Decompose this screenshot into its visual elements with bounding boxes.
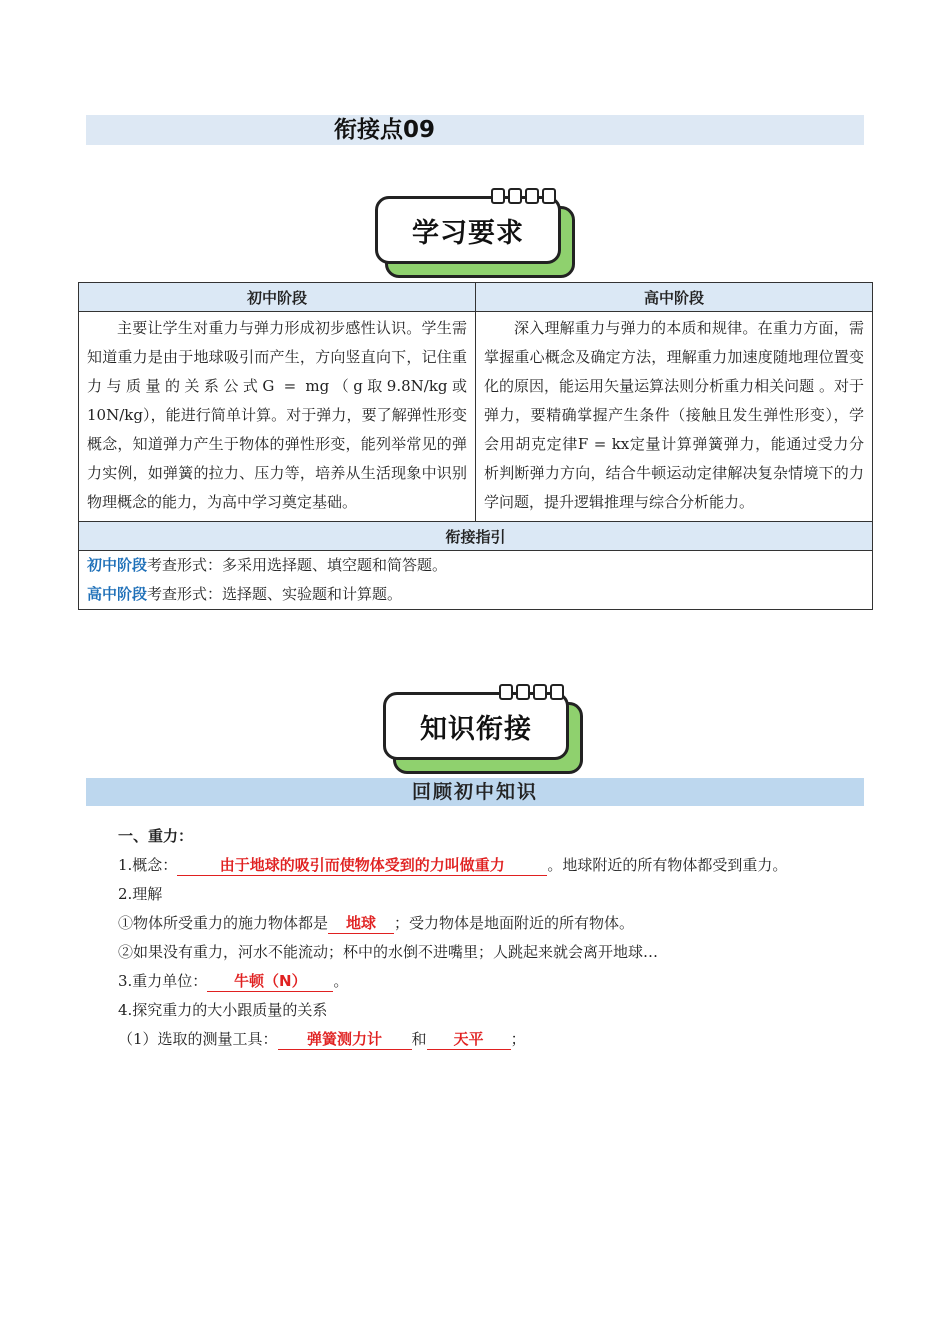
guide-cell [79, 551, 873, 610]
content-line-6: 4.探究重力的大小跟质量的关系 [118, 1001, 328, 1019]
content-line-3: ①物体所受重力的施力物体都是 地球 ；受力物体是地面附近的所有物体。 [118, 914, 635, 932]
content-line-7: （1）选取的测量工具： 弹簧测力计 和 天平 ； [118, 1030, 526, 1048]
title-bar [86, 115, 864, 145]
col-header-junior: 初中阶段 [79, 283, 476, 312]
guide-senior-line: 高中阶段考查形式：选择题、实验题和计算题。 [87, 585, 403, 603]
badge-label: 知识衔接 [420, 713, 532, 745]
badge-label: 学习要求 [412, 217, 524, 249]
badge-face [383, 692, 569, 760]
answer-blank: 由于地球的吸引而使物体受到的力叫做重力 [177, 855, 547, 876]
content-line-5: 3.重力单位： 牛顿（N） 。 [118, 972, 349, 990]
col-header-senior: 高中阶段 [476, 283, 873, 312]
senior-requirements-cell: 深入理解重力与弹力的本质和规律。在重力方面，需掌握重心概念及确定方法，理解重力加速度随地理位置变化的原因，能运用矢量运算法则分析重力相关问题 。对于弹力，要精确掌握产生条件（接触且发生弹性形变），学会用胡克定律F = kx定量计算弹簧弹力，能通过受力分析判断弹力方向，结合牛顿运动定律解决复杂情境下的力学问题，提升逻辑推理与综合分析能力。 [476, 312, 873, 522]
answer-blank: 天平 [427, 1029, 511, 1050]
binder-rings-icon [491, 188, 556, 204]
junior-requirements-cell: 主要让学生对重力与弹力形成初步感性认识。学生需知道重力是由于地球吸引而产生，方向竖直向下，记住重力与质量的关系公式G = mg（g取9.8N/kg或10N/kg），能进行简单计算。对于弹力，要了解弹性形变概念，知道弹力产生于物体的弹性形变，能列举常见的弹力实例，如弹簧的拉力、压力等，培养从生活现象中识别物理概念的能力，为高中学习奠定基础。 [79, 312, 476, 522]
content-body [118, 822, 858, 1054]
content-line-1: 1.概念： 由于地球的吸引而使物体受到的力叫做重力 。地球附近的所有物体都受到重力。 [118, 856, 788, 874]
page-title: 衔接点09 [334, 117, 436, 143]
content-line-4: ②如果没有重力，河水不能流动；杯中的水倒不进嘴里；人跳起来就会离开地球… [118, 943, 659, 961]
badge-knowledge-bridge [383, 692, 583, 772]
binder-rings-icon [499, 684, 564, 700]
answer-blank: 地球 [328, 913, 394, 934]
guide-header: 衔接指引 [79, 522, 873, 551]
requirements-table [78, 282, 873, 610]
guide-junior-line: 初中阶段考查形式：多采用选择题、填空题和简答题。 [87, 556, 448, 574]
badge-face [375, 196, 561, 264]
content-line-2: 2.理解 [118, 885, 163, 903]
answer-blank: 弹簧测力计 [278, 1029, 412, 1050]
answer-blank: 牛顿（N） [207, 971, 333, 992]
content-heading: 一、重力： [118, 827, 194, 845]
section-title: 回顾初中知识 [86, 778, 864, 806]
badge-learning-requirements [375, 196, 575, 276]
